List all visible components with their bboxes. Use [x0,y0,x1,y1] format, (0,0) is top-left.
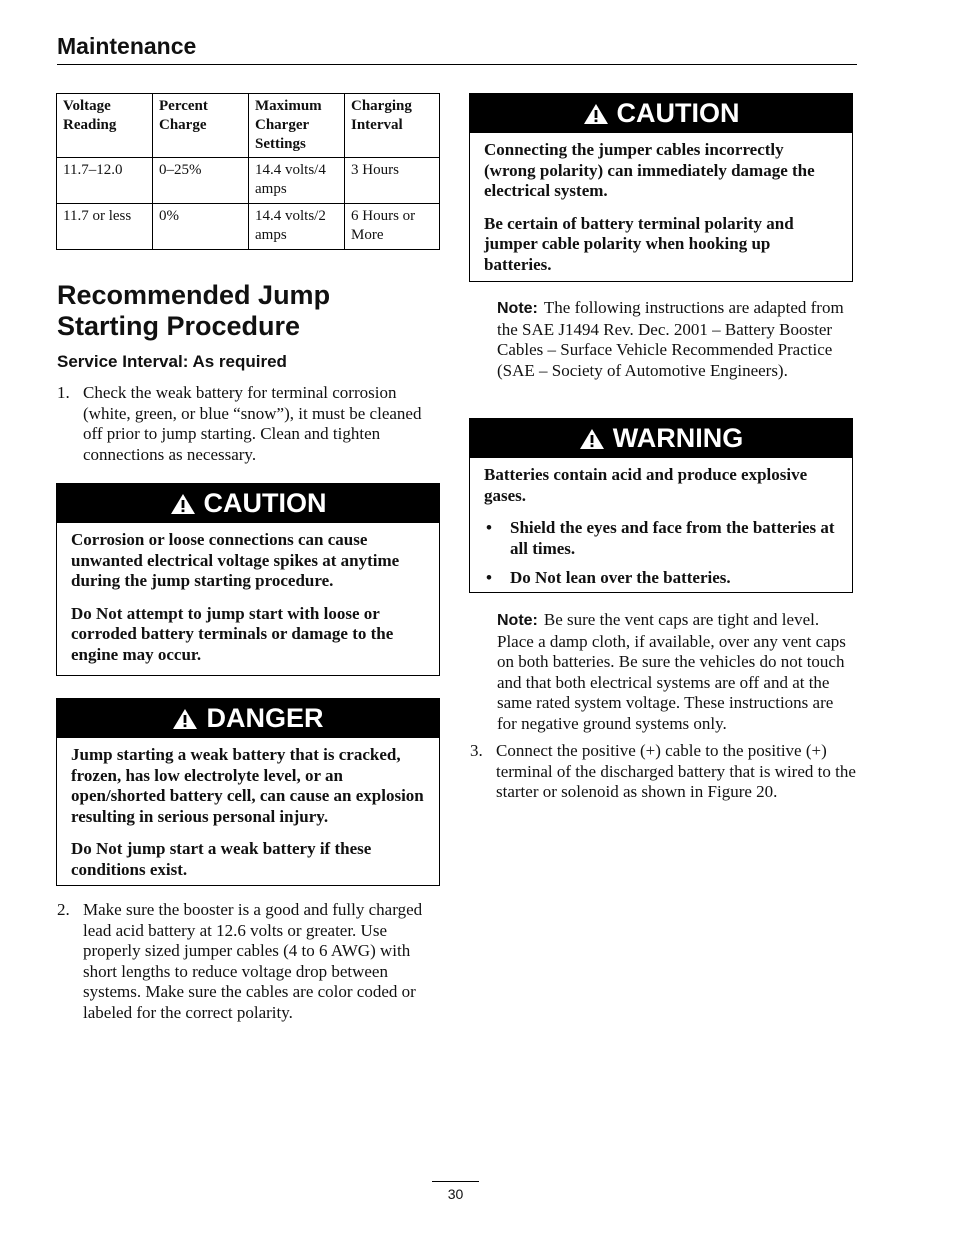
note-label: Note: [497,300,538,317]
caution-box-2 [469,93,853,282]
caution-paragraph: Do Not attempt to jump start with loose or corroded battery terminals or damage to the engine may occur. [71,603,394,664]
table-row [57,204,440,250]
table-row [57,158,440,204]
caution-header [57,484,439,523]
danger-paragraph: Jump starting a weak battery that is cracked, frozen, has low electrolyte level, or an open/shorted battery cell, can cause an explosion resulting in serious personal injury. [71,745,424,826]
table-cell: 14.4 volts/2 amps [249,204,345,250]
caution-title: CAUTION [616,98,740,128]
note-label: Note: [497,612,538,629]
note-2 [497,610,857,734]
table-cell: 0–25% [153,158,249,204]
table-header-cell: Percent Charge [153,94,249,158]
warning-paragraph: Batteries contain acid and produce explosive gases. [484,465,808,505]
warning-header [470,419,852,458]
danger-paragraph: Do Not jump start a weak battery if these conditions exist. [71,839,372,879]
page-number-rule [432,1181,479,1182]
warning-body [470,458,852,599]
caution-paragraph: Be certain of battery terminal polarity and jumper cable polarity when hooking up batteries. [484,213,794,274]
caution-paragraph: Corrosion or loose connections can cause unwanted electrical voltage spikes at anytime during the jump starting procedure. [71,530,400,590]
note-1 [497,298,855,381]
list-item-text: Do Not lean over the batteries. [510,568,731,587]
list-item [484,518,839,559]
caution-paragraph: Connecting the jumper cables incorrectly (wrong polarity) can immediately damage the electrical system. [484,140,815,200]
table-header-row [57,94,440,158]
procedure-title [57,280,330,342]
warning-list [484,518,839,589]
warning-triangle-icon [583,103,609,125]
warning-triangle-icon [170,493,196,515]
step-number: 3. [470,741,483,760]
step-number: 1. [57,383,70,402]
caution-title: CAUTION [203,488,327,518]
list-item-text: Shield the eyes and face from the batteries at all times. [510,518,835,558]
procedure-title-line2: Starting Procedure [57,311,301,341]
table-header-cell: Charging Interval [345,94,440,158]
bullet-icon: • [486,568,492,587]
list-item [484,568,839,589]
caution-body [470,133,852,285]
table-cell: 0% [153,204,249,250]
table-cell: 3 Hours [345,158,440,204]
section-title: Maintenance [57,33,197,59]
table-header-cell: Maximum Charger Settings [249,94,345,158]
page-number: 30 [447,1186,464,1202]
caution-box-1 [56,483,440,676]
warning-triangle-icon [172,708,198,730]
step-text: Check the weak battery for terminal corrosion (white, green, or blue “snow”), it must be cleaned off prior to jump starting. Clean and tighten connections as necessary. [83,383,422,464]
danger-title: DANGER [206,703,324,733]
bullet-icon: • [486,518,492,537]
warning-title: WARNING [612,423,744,453]
warning-triangle-icon [579,428,605,450]
note-text: The following instructions are adapted from the SAE J1494 Rev. Dec. 2001 – Battery Booster Cables – Surface Vehicle Recommended Practice (SAE – Society of Automotive Engineers). [497,298,844,380]
caution-header [470,94,852,133]
caution-body [57,523,439,675]
table-cell: 14.4 volts/4 amps [249,158,345,204]
danger-box [56,698,440,886]
header-rule [57,64,857,65]
danger-body [57,738,439,890]
danger-header [57,699,439,738]
step-number: 2. [57,900,70,919]
table-cell: 11.7–12.0 [57,158,153,204]
table-header-cell: Voltage Reading [57,94,153,158]
table-cell: 6 Hours or More [345,204,440,250]
step-text: Make sure the booster is a good and fully charged lead acid battery at 12.6 volts or greater. Use properly sized jumper cables (4 to 6 AWG) with short lengths to reduce voltage drop between systems. Make sure the cables are color coded or labeled for the correct polarity. [83,900,423,1022]
service-interval: Service Interval: As required [57,352,287,371]
battery-charge-table [56,93,440,250]
step-text: Connect the positive (+) cable to the positive (+) terminal of the discharged battery that is wired to the starter or solenoid as shown in Figure 20. [496,741,856,801]
table-cell: 11.7 or less [57,204,153,250]
procedure-title-line1: Recommended Jump [57,280,331,310]
note-text: Be sure the vent caps are tight and level. Place a damp cloth, if available, over any vent caps on both batteries. Be sure the vehicles do not touch and that both electrical systems are off and at the same rated system voltage. These instructions are for negative ground systems only. [497,610,846,733]
warning-box [469,418,853,593]
